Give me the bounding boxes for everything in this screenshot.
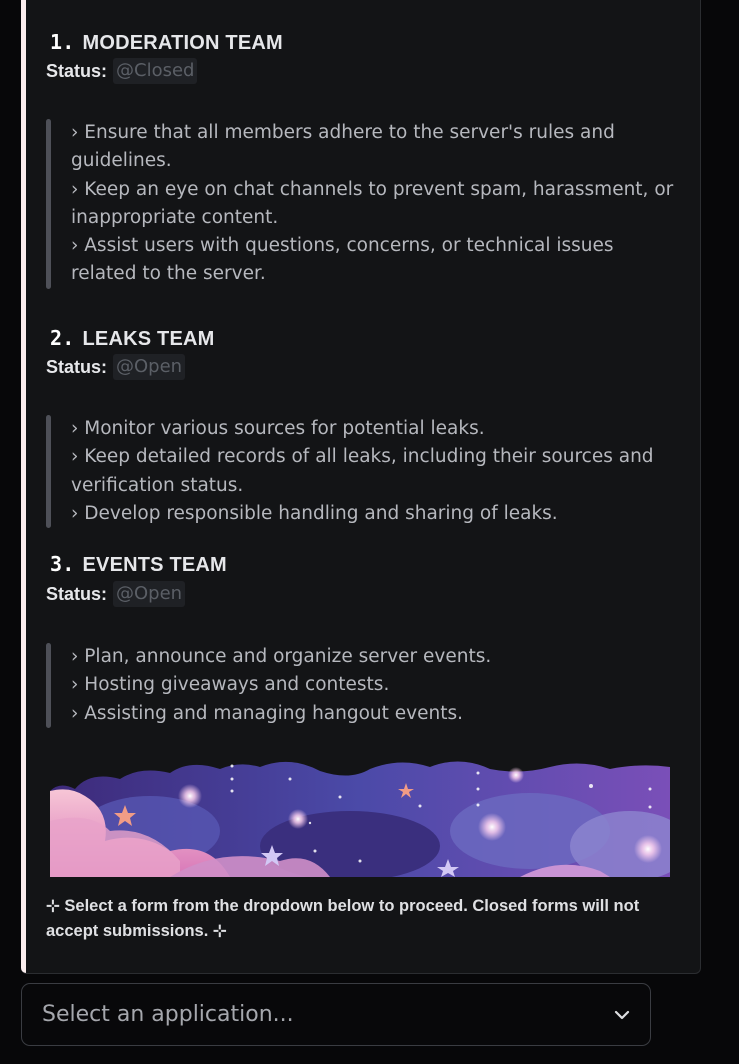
section-number: 3. — [50, 552, 75, 576]
duties-quote-events — [46, 643, 680, 728]
status-label: Status: — [46, 583, 108, 604]
status-row-events — [46, 581, 185, 607]
section-title-moderation — [50, 30, 283, 55]
duty-item: › Assist users with questions, concerns, or technical issues related to the server. — [71, 235, 614, 285]
status-label: Status: — [46, 60, 108, 81]
application-select-dropdown[interactable] — [21, 983, 651, 1046]
duty-item: › Develop responsible handling and sharing of leaks. — [71, 502, 558, 524]
duty-item: › Monitor various sources for potential leaks. — [71, 418, 485, 439]
quote-bar — [46, 643, 51, 728]
status-label: Status: — [46, 356, 108, 377]
section-title-text: MODERATION TEAM — [82, 32, 283, 54]
status-badge-moderation[interactable]: @Closed — [113, 58, 197, 84]
chevron-down-icon[interactable] — [612, 1005, 632, 1025]
status-badge-leaks[interactable]: @Open — [113, 354, 185, 380]
duties-quote-moderation — [46, 119, 680, 289]
section-number: 1. — [50, 30, 75, 54]
status-badge-events[interactable]: @Open — [113, 581, 185, 607]
duty-item: › Ensure that all members adhere to the server's rules and guidelines. — [71, 122, 615, 172]
section-title-events — [50, 552, 227, 577]
status-row-leaks — [46, 354, 185, 380]
section-number: 2. — [50, 326, 75, 350]
section-title-leaks — [50, 326, 214, 351]
duty-item: › Keep detailed records of all leaks, including their sources and verification status. — [71, 446, 654, 496]
duty-item: › Keep an eye on chat channels to prevent spam, harassment, or inappropriate content. — [71, 178, 674, 228]
section-title-text: EVENTS TEAM — [82, 554, 227, 576]
section-title-text: LEAKS TEAM — [82, 328, 215, 350]
embed-footer-text: ⊹ Select a form from the dropdown below to proceed. Closed forms will not accept submissions. ⊹ — [46, 897, 640, 940]
embed-card — [21, 0, 701, 974]
embed-accent-stripe — [21, 0, 26, 973]
duty-item: › Plan, announce and organize server events. — [71, 646, 492, 667]
duty-item: › Hosting giveaways and contests. — [71, 674, 390, 696]
dropdown-placeholder: Select an application... — [42, 1002, 294, 1027]
duties-quote-leaks — [46, 415, 680, 528]
quote-bar — [46, 119, 51, 289]
quote-bar — [46, 415, 51, 528]
duty-item: › Assisting and managing hangout events. — [71, 702, 463, 724]
status-row-moderation — [46, 58, 197, 84]
banner-image[interactable] — [50, 761, 670, 877]
